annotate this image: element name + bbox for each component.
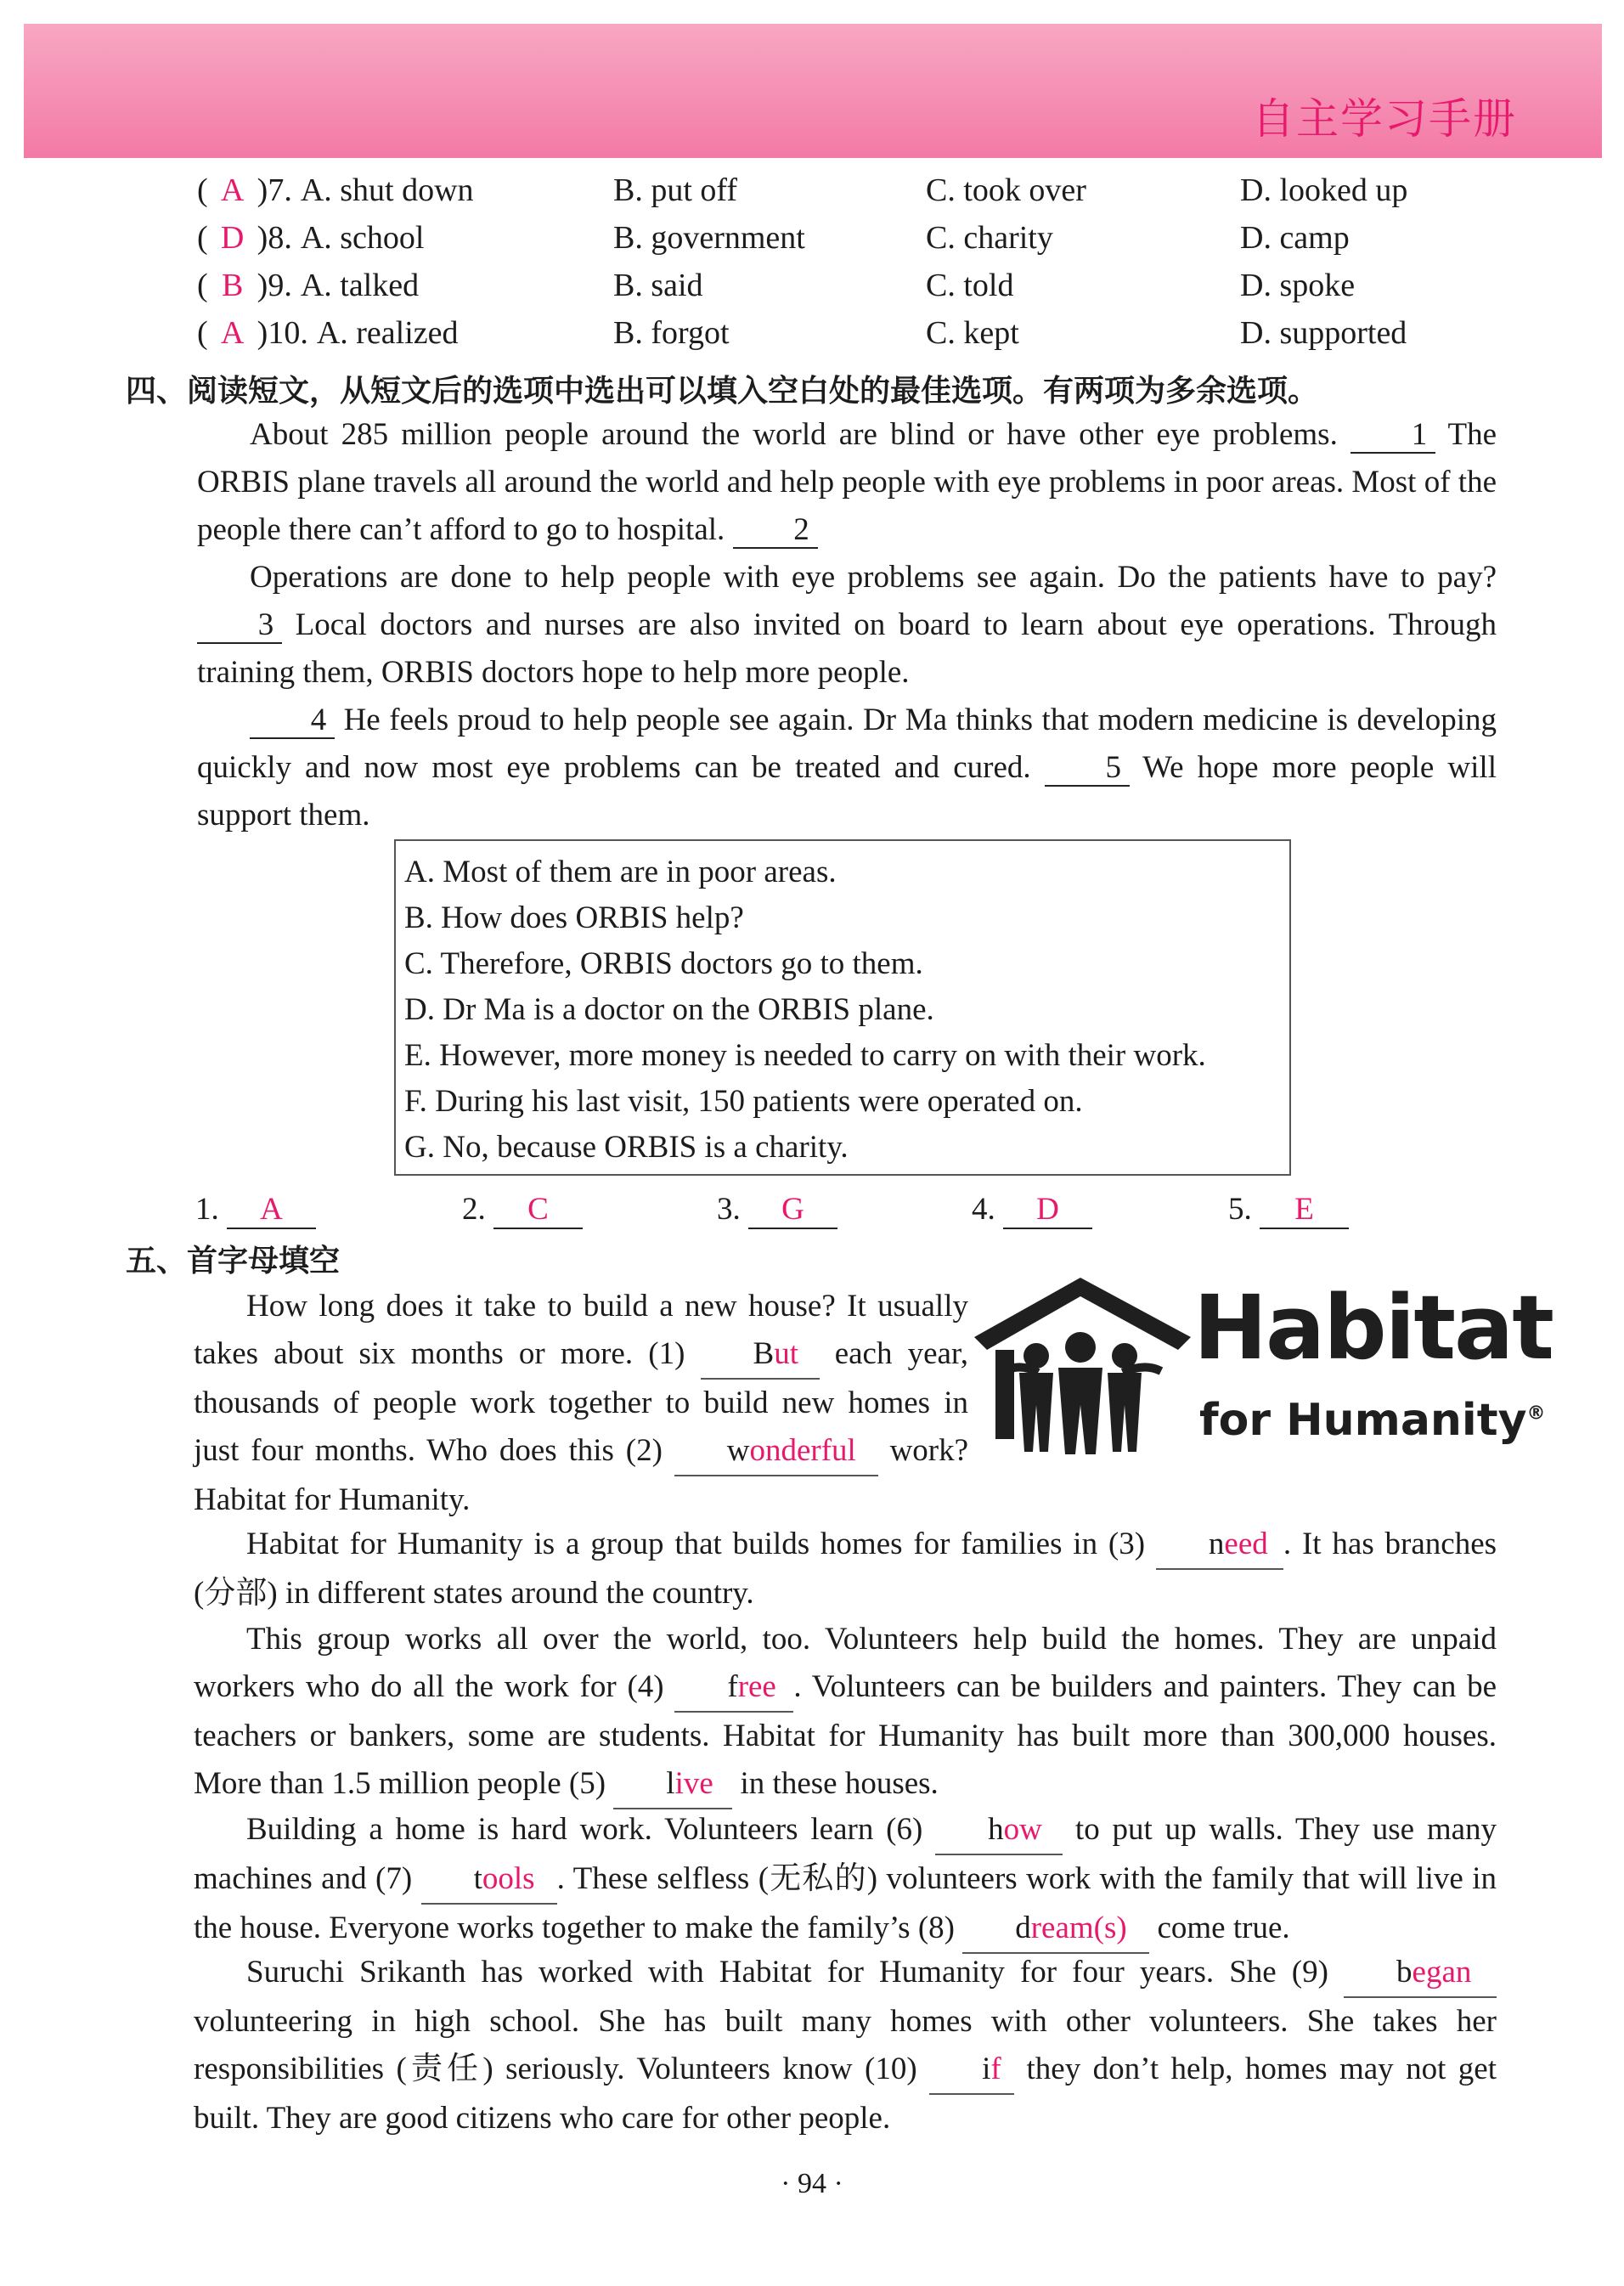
cloze-blank-4: free <box>674 1663 793 1713</box>
answer-7: A <box>220 172 245 208</box>
option-b: B. forgot <box>613 315 730 351</box>
blank-1: 1 <box>1351 418 1435 454</box>
section5-paragraph-1: How long does it take to build a new house? It usually takes about six months or more. (1) But each year, thousands of people work together to build new homes in just four months. Who does this (2) wonderful work? Habitat for Humanity. <box>194 1289 969 1517</box>
answer-8: D <box>220 220 245 256</box>
option-c: C. kept <box>926 315 1019 351</box>
section4-paragraph-3: 4 He feels proud to help people see again. Dr Ma thinks that modern medicine is developing quickly and now most eye problems can be treated and cured. 5 We hope more people will support them. <box>197 703 1497 833</box>
cloze-blank-3: need <box>1156 1521 1283 1570</box>
option-d: D. supported <box>1240 315 1407 351</box>
option-c: C. told <box>926 268 1014 303</box>
header-title: 自主学习手册 <box>1252 94 1517 144</box>
section5-paragraph-3: This group works all over the world, too. Volunteers help build the homes. They are unpaid workers who do all the work for (4) free . Volunteers can be builders and painters. They can be teachers or bankers, some are students. Habitat for Humanity has built more than 300,000 houses. More than 1.5 million people (5) live in these houses. <box>194 1616 1497 1809</box>
page-number: · 94 · <box>781 2168 843 2199</box>
cloze-blank-9: began <box>1344 1949 1497 1998</box>
question-row-9: ( B )9. A. talked <box>197 268 420 303</box>
cloze-blank-7: tools <box>421 1855 557 1905</box>
option-item: A. Most of them are in poor areas. <box>404 855 837 889</box>
option-item: F. During his last visit, 150 patients were operated on. <box>404 1084 1083 1119</box>
blank-3: 3 <box>197 608 282 644</box>
answer-10: A <box>220 315 245 351</box>
option-item: B. How does ORBIS help? <box>404 900 744 935</box>
option-d: D. camp <box>1240 220 1350 256</box>
option-item: D. Dr Ma is a doctor on the ORBIS plane. <box>404 992 934 1027</box>
question-row-10: ( A )10. A. realized <box>197 315 459 351</box>
answer-item: 4. D <box>972 1191 1092 1229</box>
option-item: E. However, more money is needed to carry on with their work. <box>404 1038 1206 1073</box>
section5-paragraph-4: Building a home is hard work. Volunteers learn (6) how to put up walls. They use many machines and (7) tools . These selfless (无私的) volunteers work with the family that will live in the house. Everyone works together to make the family’s (8) dream(s) come true. <box>194 1806 1497 1954</box>
question-row-8: ( D )8. A. school <box>197 220 425 256</box>
cloze-blank-1: But <box>701 1330 820 1380</box>
option-item: G. No, because ORBIS is a charity. <box>404 1130 849 1165</box>
cloze-blank-2: wonderful <box>674 1427 878 1476</box>
answer-9: B <box>221 268 244 303</box>
cloze-blank-8: dream(s) <box>962 1905 1149 1954</box>
answer-item: 2. C <box>462 1191 583 1229</box>
option-b: B. put off <box>613 172 738 208</box>
blank-2: 2 <box>733 513 818 549</box>
logo-subtext: for Humanity® <box>1199 1395 1546 1446</box>
option-item: C. Therefore, ORBIS doctors go to them. <box>404 946 923 981</box>
section5-heading: 五、首字母填空 <box>126 1244 341 1278</box>
cloze-blank-5: live <box>613 1760 732 1809</box>
option-d: D. spoke <box>1240 268 1356 303</box>
option-c: C. charity <box>926 220 1053 256</box>
option-b: B. government <box>613 220 805 256</box>
option-c: C. took over <box>926 172 1086 208</box>
section4-heading: 四、阅读短文，从短文后的选项中选出可以填入空白处的最佳选项。有两项为多余选项。 <box>126 374 1319 409</box>
section5-paragraph-2: Habitat for Humanity is a group that builds homes for families in (3) need . It has branches (分部) in different states around the country. <box>194 1521 1497 1617</box>
options-box <box>394 839 1291 1176</box>
option-b: B. said <box>613 268 703 303</box>
cloze-blank-10: if <box>929 2046 1014 2095</box>
cloze-blank-6: how <box>935 1806 1063 1855</box>
blank-5: 5 <box>1045 751 1130 787</box>
answer-item: 5. E <box>1228 1191 1349 1229</box>
habitat-logo <box>970 1276 1553 1460</box>
answer-item: 1. A <box>195 1191 316 1229</box>
section4-paragraph-2: Operations are done to help people with eye problems see again. Do the patients have to pay? 3 Local doctors and nurses are also invited on board to learn about eye operations. Through training them, ORBIS doctors hope to help more people. <box>197 560 1497 690</box>
blank-4: 4 <box>250 703 335 739</box>
option-d: D. looked up <box>1240 172 1408 208</box>
section4-paragraph-1: About 285 million people around the world are blind or have other eye problems. 1 The ORBIS plane travels all around the world and help people with eye problems in poor areas. Most of the people there can’t afford to go to hospital. 2 <box>197 417 1497 547</box>
answer-item: 3. G <box>717 1191 837 1229</box>
habitat-house-icon <box>970 1278 1199 1460</box>
logo-text: Habitat <box>1193 1276 1553 1380</box>
section5-paragraph-5: Suruchi Srikanth has worked with Habitat for Humanity for four years. She (9) began volunteering in high school. She has built many homes with other volunteers. She takes her responsibilities (责任) seriously. Volunteers know (10) if they don’t help, homes may not get built. They are good citizens who care for other people. <box>194 1949 1497 2142</box>
question-row-7: ( A )7. A. shut down <box>197 172 474 208</box>
